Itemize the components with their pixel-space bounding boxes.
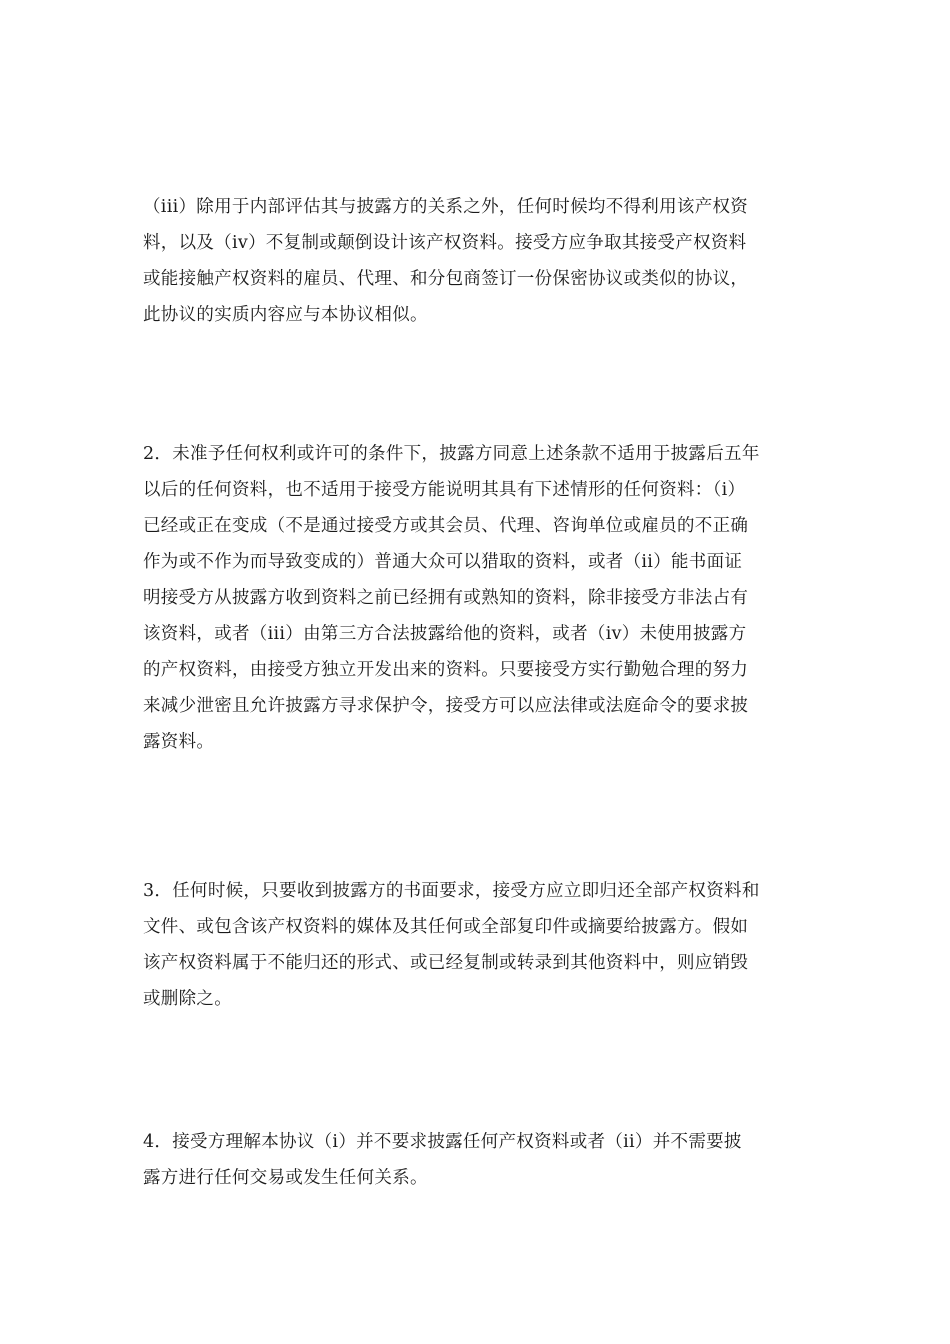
text-line: 2．未准予任何权利或许可的条件下，披露方同意上述条款不适用于披露后五年 [143, 444, 760, 464]
paragraph-clause-2-exceptions [143, 436, 807, 760]
text-line: 此协议的实质内容应与本协议相似。 [143, 305, 428, 325]
text-line: 该资料，或者（iii）由第三方合法披露给他的资料，或者（iv）未使用披露方 [143, 624, 747, 644]
paragraph-clause-3-return-materials [143, 873, 807, 1017]
text-line: 露方进行任何交易或发生任何关系。 [143, 1168, 428, 1188]
text-line: 作为或不作为而导致变成的）普通大众可以猎取的资料，或者（ii）能书面证 [143, 552, 743, 572]
text-line: 该产权资料属于不能归还的形式、或已经复制或转录到其他资料中，则应销毁 [143, 953, 749, 973]
text-line: （iii）除用于内部评估其与披露方的关系之外，任何时候均不得利用该产权资 [143, 197, 749, 217]
text-line: 以后的任何资料，也不适用于接受方能说明其具有下述情形的任何资料：（i） [143, 480, 746, 500]
text-line: 来减少泄密且允许披露方寻求保护令，接受方可以应法律或法庭命令的要求披 [143, 696, 749, 716]
text-line: 文件、或包含该产权资料的媒体及其任何或全部复印件或摘要给披露方。假如 [143, 917, 749, 937]
text-line: 明接受方从披露方收到资料之前已经拥有或熟知的资料，除非接受方非法占有 [143, 588, 749, 608]
text-line: 或能接触产权资料的雇员、代理、和分包商签订一份保密协议或类似的协议， [143, 269, 749, 289]
text-line: 露资料。 [143, 732, 215, 752]
paragraph-clause-4-no-obligation [143, 1124, 807, 1196]
text-line: 3．任何时候，只要收到披露方的书面要求，接受方应立即归还全部产权资料和 [143, 881, 760, 901]
text-line: 或删除之。 [143, 989, 232, 1009]
text-line: 料，以及（iv）不复制或颠倒设计该产权资料。接受方应争取其接受产权资料 [143, 233, 747, 253]
text-line: 已经或正在变成（不是通过接受方或其会员、代理、咨询单位或雇员的不正确 [143, 516, 749, 536]
text-line: 4．接受方理解本协议（i）并不要求披露任何产权资料或者（ii）并不需要披 [143, 1132, 742, 1152]
text-line: 的产权资料，由接受方独立开发出来的资料。只要接受方实行勤勉合理的努力 [143, 660, 749, 680]
paragraph-confidentiality-obligations [143, 189, 807, 333]
